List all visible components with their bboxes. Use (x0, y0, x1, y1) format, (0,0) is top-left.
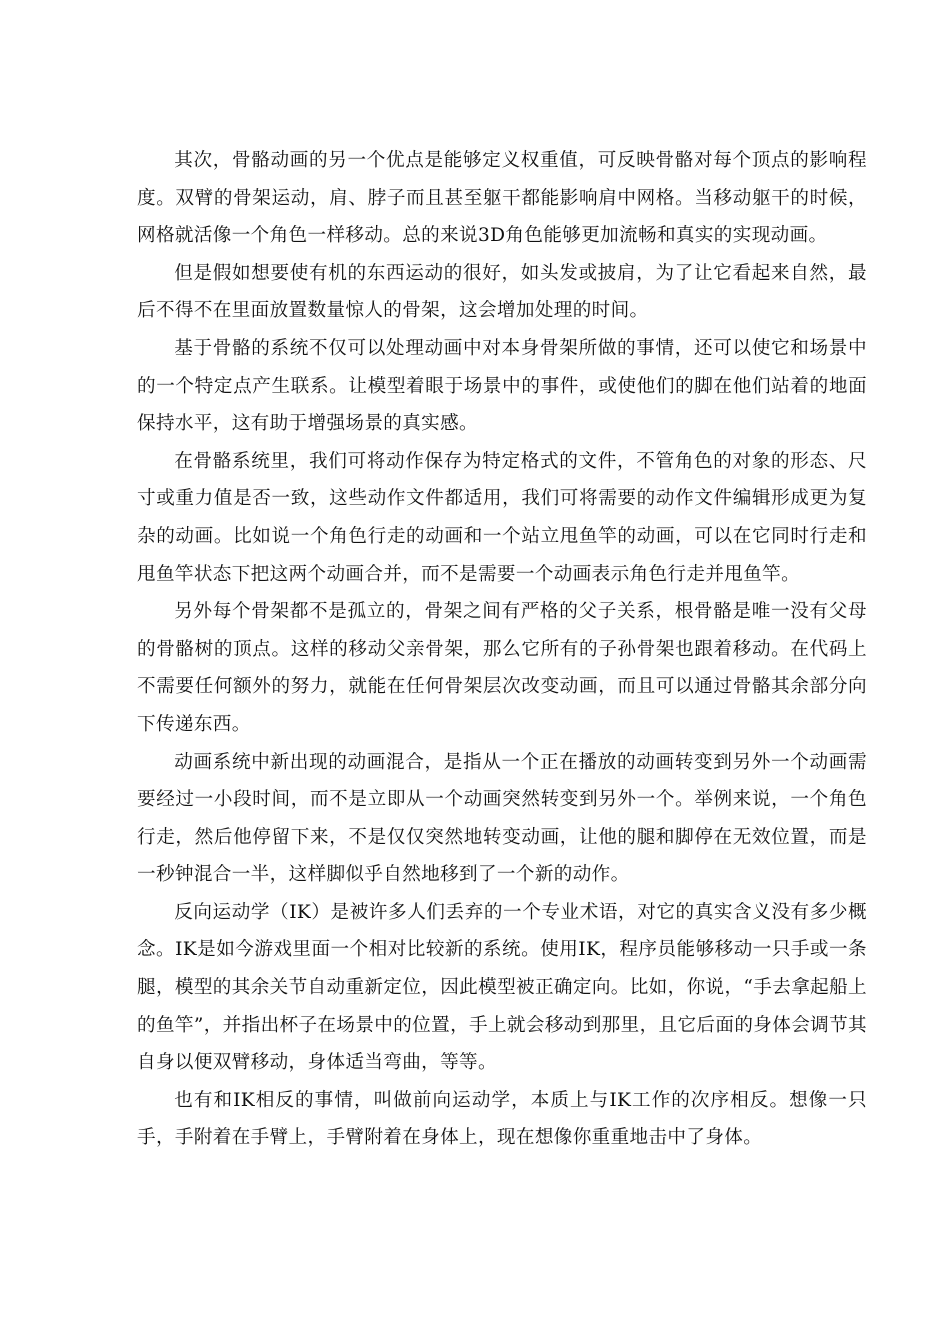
paragraph-skeletal-weights: 其次，骨骼动画的另一个优点是能够定义权重值，可反映骨骼对每个顶点的影响程度。双臂的骨架运动，肩、脖子而且甚至躯干都能影响肩中网格。当移动躯干的时候，网格就活像一个角色一样移动。总的来说3D角色能够更加流畅和真实的实现动画。 (137, 150, 867, 247)
paragraph-organic-motion: 但是假如想要使有机的东西运动的很好，如头发或披肩，为了让它看起来自然，最后不得不在里面放置数量惊人的骨架，这会增加处理的时间。 (137, 262, 867, 322)
paragraph-forward-kinematics: 也有和IK相反的事情，叫做前向运动学，本质上与IK工作的次序相反。想像一只手，手附着在手臂上，手臂附着在身体上，现在想像你重重地击中了身体。 (137, 1089, 867, 1149)
paragraph-inverse-kinematics: 反向运动学（IK）是被许多人们丢弃的一个专业术语，对它的真实含义没有多少概念。IK是如今游戏里面一个相对比较新的系统。使用IK，程序员能够移动一只手或一条腿，模型的其余关节自动重新定位，因此模型被正确定向。比如，你说，“手去拿起船上的鱼竿”，并指出杯子在场景中的位置，手上就会移动到那里，且它后面的身体会调节其自身以便双臂移动，身体适当弯曲，等等。 (137, 901, 867, 1074)
paragraph-animation-blending: 动画系统中新出现的动画混合，是指从一个正在播放的动画转变到另外一个动画需要经过一小段时间，而不是立即从一个动画突然转变到另外一个。举例来说，一个角色行走，然后他停留下来，不是仅仅突然地转变动画，让他的腿和脚停在无效位置，而是一秒钟混合一半，这样脚似乎自然地移到了一个新的动作。 (137, 751, 867, 886)
paragraph-motion-files: 在骨骼系统里，我们可将动作保存为特定格式的文件，不管角色的对象的形态、尺寸或重力值是否一致，这些动作文件都适用，我们可将需要的动作文件编辑形成更为复杂的动画。比如说一个角色行走的动画和一个站立甩鱼竿的动画，可以在它同时行走和甩鱼竿状态下把这两个动画合并，而不是需要一个动画表示角色行走并甩鱼竿。 (137, 450, 867, 585)
body-text (137, 142, 867, 1157)
paragraph-scene-linking: 基于骨骼的系统不仅可以处理动画中对本身骨架所做的事情，还可以使它和场景中的一个特定点产生联系。让模型着眼于场景中的事件，或使他们的脚在他们站着的地面保持水平，这有助于增强场景的真实感。 (137, 337, 867, 435)
paragraph-bone-hierarchy: 另外每个骨架都不是孤立的，骨架之间有严格的父子关系，根骨骼是唯一没有父母的骨骼树的顶点。这样的移动父亲骨架，那么它所有的子孙骨架也跟着移动。在代码上不需要任何额外的努力，就能在任何骨架层次改变动画，而且可以通过骨骼其余部分向下传递东西。 (137, 601, 867, 735)
